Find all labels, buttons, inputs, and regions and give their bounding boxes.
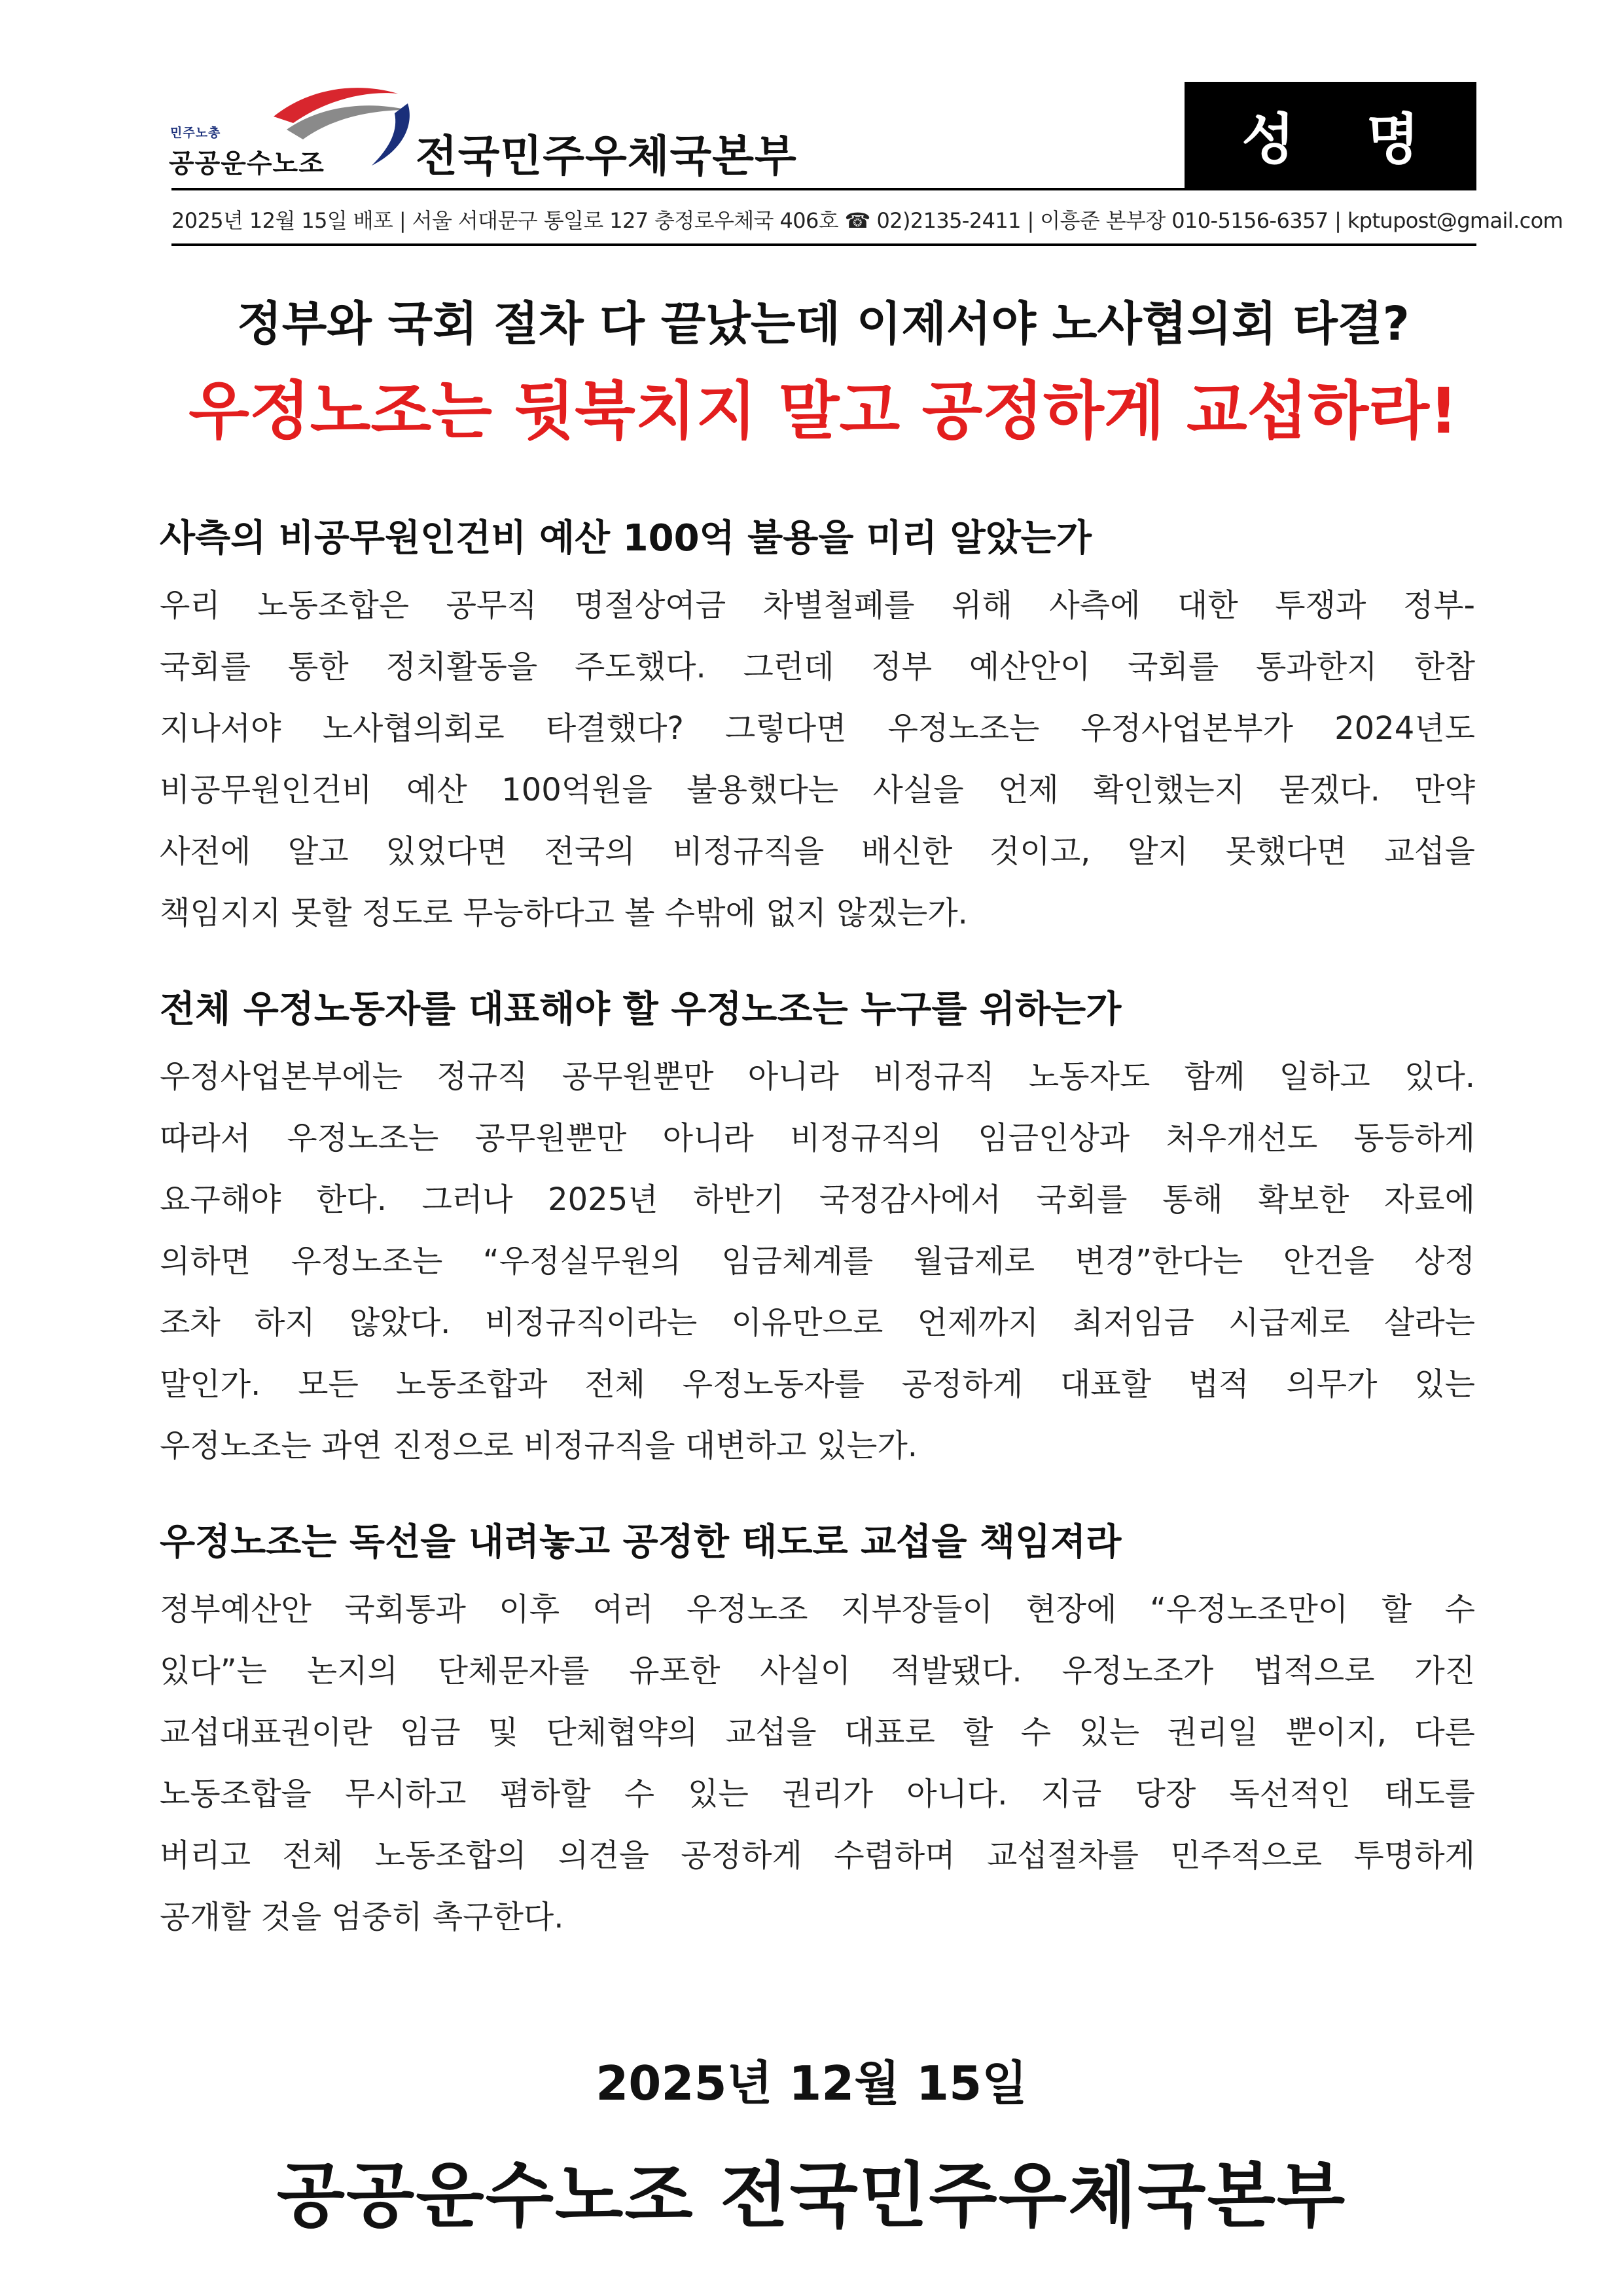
logo-union-name: 공공운수노조: [169, 149, 325, 179]
paragraph-line: 노동조합을 무시하고 폄하할 수 있는 권리가 아니다. 지금 당장 독선적인 태도를: [160, 1776, 1475, 1812]
paragraph-line: 우정사업본부에는 정규직 공무원뿐만 아니라 비정규직 노동자도 함께 일하고 있다.: [160, 1058, 1475, 1095]
contact-info: 2025년 12월 15일 배포 | 서울 서대문구 통일로 127 충정로우체국 406호 ☎ 02)2135-2411 | 이흥준 본부장 010-5156-6357 | kptupost@gmail.com: [171, 208, 1563, 233]
org-name-header: 전국민주우체국본부: [416, 131, 797, 181]
paragraph-line: 정부예산안 국회통과 이후 여러 우정노조 지부장들이 현장에 “우정노조만이 할 수: [160, 1591, 1475, 1628]
paragraph-line: 조차 하지 않았다. 비정규직이라는 이유만으로 언제까지 최저임금 시급제로 살라는: [160, 1304, 1475, 1341]
headline-demand: 우정노조는 뒷북치지 말고 공정하게 교섭하라!: [188, 374, 1458, 448]
section-heading: 사측의 비공무원인건비 예산 100억 불용을 미리 알았는가: [160, 517, 1092, 560]
paragraph-line: 책임지지 못할 정도로 무능하다고 볼 수밖에 없지 않겠는가.: [160, 895, 968, 931]
header-divider-top: [171, 188, 1476, 190]
paragraph-line: 국회를 통한 정치활동을 주도했다. 그런데 정부 예산안이 국회를 통과한지 한참: [160, 649, 1475, 685]
signature-org: 공공운수노조 전국민주우체국본부: [276, 2155, 1347, 2237]
paragraph-line: 따라서 우정노조는 공무원뿐만 아니라 비정규직의 임금인상과 처우개선도 동등하게: [160, 1120, 1475, 1157]
header-divider-bottom: [171, 243, 1476, 246]
paragraph-line: 우리 노동조합은 공무직 명절상여금 차별철폐를 위해 사측에 대한 투쟁과 정부-: [160, 587, 1475, 624]
paragraph-line: 있다”는 논지의 단체문자를 유포한 사실이 적발됐다. 우정노조가 법적으로 가진: [160, 1653, 1475, 1689]
section-heading: 우정노조는 독선을 내려놓고 공정한 태도로 교섭을 책임져라: [160, 1521, 1122, 1564]
paragraph-line: 공개할 것을 엄중히 촉구한다.: [160, 1899, 564, 1935]
section-heading: 전체 우정노동자를 대표해야 할 우정노조는 누구를 위하는가: [160, 988, 1122, 1031]
headline-question: 정부와 국회 절차 다 끝났는데 이제서야 노사협의회 타결?: [237, 296, 1410, 351]
statement-label: 성 명: [1185, 82, 1476, 188]
logo-subtitle: 민주노총: [170, 126, 221, 140]
paragraph-line: 의하면 우정노조는 “우정실무원의 임금체계를 월급제로 변경”한다는 안건을 상정: [160, 1243, 1475, 1280]
paragraph-line: 사전에 알고 있었다면 전국의 비정규직을 배신한 것이고, 알지 못했다면 교섭을: [160, 833, 1475, 870]
paragraph-line: 지나서야 노사협의회로 타결했다? 그렇다면 우정노조는 우정사업본부가 2024년도: [160, 710, 1475, 747]
paragraph-line: 우정노조는 과연 진정으로 비정규직을 대변하고 있는가.: [160, 1427, 918, 1464]
paragraph-line: 비공무원인건비 예산 100억원을 불용했다는 사실을 언제 확인했는지 묻겠다. 만약: [160, 772, 1475, 808]
paragraph-line: 말인가. 모든 노동조합과 전체 우정노동자를 공정하게 대표할 법적 의무가 있는: [160, 1366, 1475, 1403]
union-logo: [169, 77, 404, 182]
paragraph-line: 버리고 전체 노동조합의 의견을 공정하게 수렴하며 교섭절차를 민주적으로 투명하게: [160, 1837, 1475, 1874]
release-date: 2025년 12월 15일: [596, 2056, 1027, 2111]
paragraph-line: 요구해야 한다. 그러나 2025년 하반기 국정감사에서 국회를 통해 확보한 자료에: [160, 1181, 1475, 1218]
paragraph-line: 교섭대표권이란 임금 및 단체협약의 교섭을 대표로 할 수 있는 권리일 뿐이지, 다른: [160, 1714, 1475, 1751]
